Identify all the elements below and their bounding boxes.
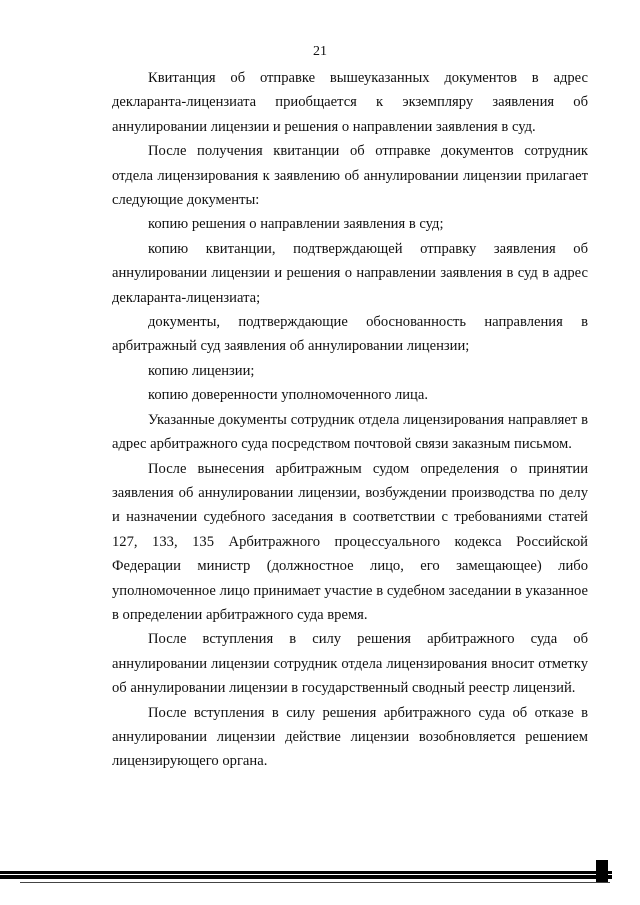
paragraph-receipt-attached: Квитанция об отправке вышеуказанных документов в адрес декларанта-лицензиата приобщается к экземпляру заявления об аннулировании лицензии и решения о направлении заявления в суд. [112,70,588,135]
page-number: 21 [313,44,327,59]
paragraph-annulment-registry: После вступления в силу решения арбитражного суда об аннулировании лицензии сотрудник отдела лицензирования вносит отметку об аннулировании лицензии в государственный сводный реестр лицензий. [112,631,588,697]
paragraph-documents-sent: Указанные документы сотрудник отдела лицензирования направляет в адрес арбитражного суда посредством почтовой связи заказным письмом. [112,411,588,453]
paragraph-court-hearing: После вынесения арбитражным судом определения о принятии заявления об аннулировании лицензии, возбуждении производства по делу и назначении судебного заседания в соответствии с требованиями статей 127, 133, 135 Арбитражного процессуального кодекса Российской Федерации министр (должностное лицо, его замещающее) либо уполномоченное лицо принимает участие в судебном заседании в указанное в определении арбитражного суда время. [112,460,588,623]
list-item-license-copy: копию лицензии; [148,362,255,379]
paragraph-after-receipt: После получения квитанции об отправке документов сотрудник отдела лицензирования к заявлению об аннулировании лицензии прилагает следующие документы: [112,143,588,209]
document-body [112,66,588,774]
list-item-receipt-copy: копию квитанции, подтверждающей отправку заявления об аннулировании лицензии и решения о направлении заявления в суд в адрес декларанта-лицензиата; [112,240,588,306]
list-item-power-of-attorney-copy: копию доверенности уполномоченного лица. [148,387,428,404]
scan-corner-mark [596,860,608,882]
list-item-supporting-documents: документы, подтверждающие обоснованность направления в арбитражный суд заявления об аннулировании лицензии; [112,314,588,355]
list-item-decision-copy: копию решения о направлении заявления в суд; [148,216,444,233]
footer-scan-line [20,882,610,883]
paragraph-refusal-renewal: После вступления в силу решения арбитражного суда об отказе в аннулировании лицензии действие лицензии возобновляется решением лицензирующего органа. [112,704,588,770]
footer-scan-border [0,871,612,879]
